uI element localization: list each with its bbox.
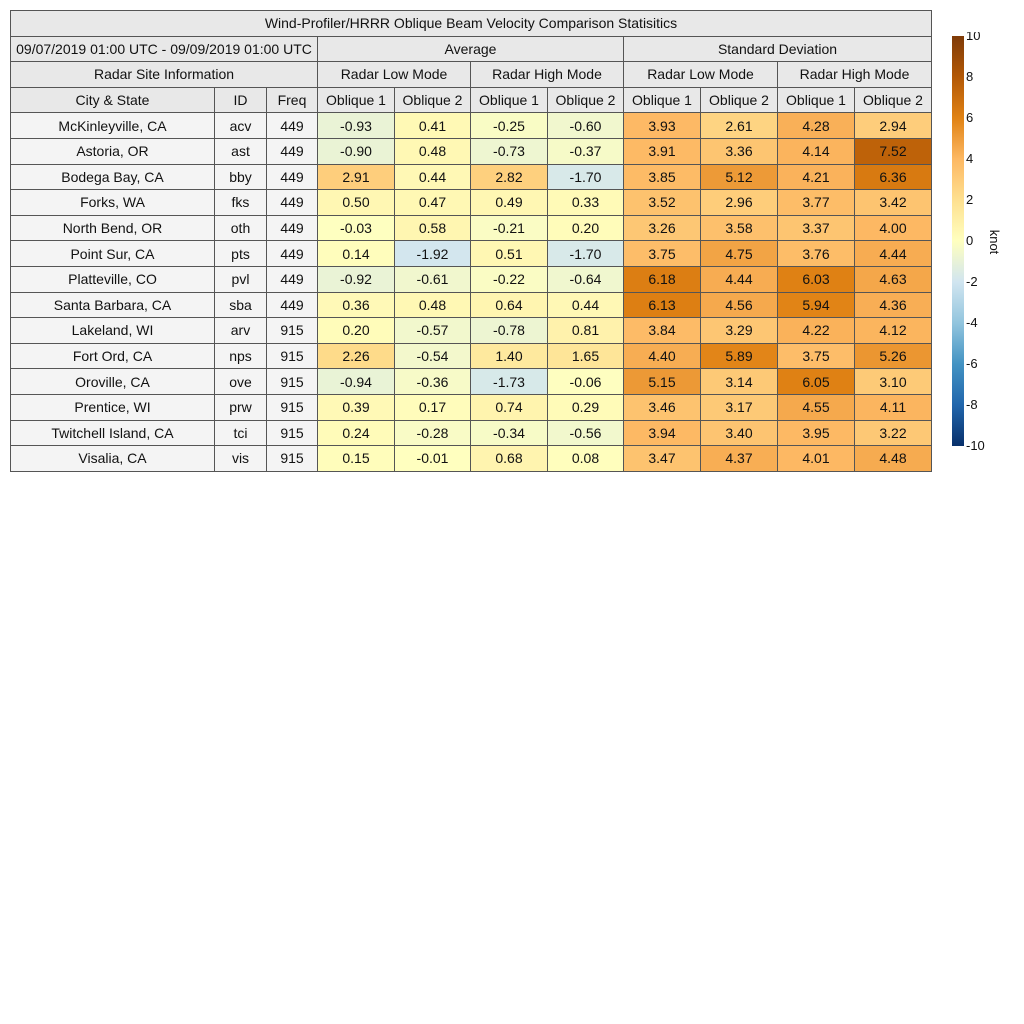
value-cell: 4.48	[855, 446, 932, 472]
value-cell: 3.26	[624, 215, 701, 241]
site-id-cell: vis	[215, 446, 267, 472]
value-cell: 0.50	[318, 190, 395, 216]
value-cell: -0.73	[471, 138, 548, 164]
value-cell: 3.36	[701, 138, 778, 164]
value-cell: 4.21	[778, 164, 855, 190]
value-cell: 4.44	[855, 241, 932, 267]
value-cell: -1.73	[471, 369, 548, 395]
col-header-id: ID	[215, 87, 267, 113]
table-row	[11, 241, 932, 267]
avg-high-mode-header: Radar High Mode	[471, 62, 624, 88]
colorbar-tick-label: -4	[966, 315, 978, 330]
site-id-cell: oth	[215, 215, 267, 241]
value-cell: 0.81	[548, 318, 624, 344]
colorbar-tick-label: -6	[966, 356, 978, 371]
site-name-cell: Oroville, CA	[11, 369, 215, 395]
site-id-cell: bby	[215, 164, 267, 190]
value-cell: 0.29	[548, 394, 624, 420]
site-name-cell: Visalia, CA	[11, 446, 215, 472]
colorbar-legend	[950, 32, 1024, 452]
value-cell: 0.68	[471, 446, 548, 472]
site-name-cell: Prentice, WI	[11, 394, 215, 420]
site-name-cell: Platteville, CO	[11, 266, 215, 292]
table-row	[11, 318, 932, 344]
site-id-cell: ast	[215, 138, 267, 164]
site-name-cell: Fort Ord, CA	[11, 343, 215, 369]
value-cell: -0.60	[548, 113, 624, 139]
col-header-std-low-oblique-2: Oblique 2	[701, 87, 778, 113]
value-cell: 4.55	[778, 394, 855, 420]
frequency-cell: 915	[267, 420, 318, 446]
std-high-mode-header: Radar High Mode	[778, 62, 932, 88]
value-cell: 7.52	[855, 138, 932, 164]
value-cell: -1.92	[395, 241, 471, 267]
frequency-cell: 449	[267, 266, 318, 292]
col-header-std-low-oblique-1: Oblique 1	[624, 87, 701, 113]
value-cell: -0.56	[548, 420, 624, 446]
value-cell: 4.11	[855, 394, 932, 420]
frequency-cell: 915	[267, 446, 318, 472]
frequency-cell: 449	[267, 292, 318, 318]
value-cell: -0.06	[548, 369, 624, 395]
value-cell: 4.01	[778, 446, 855, 472]
stats-table	[10, 10, 932, 472]
value-cell: 4.22	[778, 318, 855, 344]
site-name-cell: McKinleyville, CA	[11, 113, 215, 139]
value-cell: 0.33	[548, 190, 624, 216]
value-cell: 0.49	[471, 190, 548, 216]
col-header-city-state: City & State	[11, 87, 215, 113]
value-cell: -0.21	[471, 215, 548, 241]
value-cell: -0.25	[471, 113, 548, 139]
value-cell: 0.17	[395, 394, 471, 420]
col-header-std-high-oblique-1: Oblique 1	[778, 87, 855, 113]
site-name-cell: Astoria, OR	[11, 138, 215, 164]
site-id-cell: pts	[215, 241, 267, 267]
value-cell: -0.57	[395, 318, 471, 344]
average-group-header: Average	[318, 36, 624, 62]
col-header-avg-low-oblique-1: Oblique 1	[318, 87, 395, 113]
value-cell: 0.15	[318, 446, 395, 472]
site-id-cell: pvl	[215, 266, 267, 292]
value-cell: 0.74	[471, 394, 548, 420]
colorbar-tick-label: -8	[966, 397, 978, 412]
value-cell: 5.15	[624, 369, 701, 395]
value-cell: 2.26	[318, 343, 395, 369]
value-cell: 6.05	[778, 369, 855, 395]
value-cell: 3.17	[701, 394, 778, 420]
value-cell: 3.93	[624, 113, 701, 139]
col-header-std-high-oblique-2: Oblique 2	[855, 87, 932, 113]
value-cell: 6.13	[624, 292, 701, 318]
value-cell: 0.44	[395, 164, 471, 190]
value-cell: 4.37	[701, 446, 778, 472]
value-cell: -0.90	[318, 138, 395, 164]
value-cell: 2.94	[855, 113, 932, 139]
table-row	[11, 138, 932, 164]
value-cell: 0.44	[548, 292, 624, 318]
value-cell: -0.61	[395, 266, 471, 292]
value-cell: -0.94	[318, 369, 395, 395]
value-cell: 5.26	[855, 343, 932, 369]
site-id-cell: ove	[215, 369, 267, 395]
value-cell: 0.20	[548, 215, 624, 241]
value-cell: -0.01	[395, 446, 471, 472]
value-cell: 3.22	[855, 420, 932, 446]
col-header-avg-high-oblique-2: Oblique 2	[548, 87, 624, 113]
frequency-cell: 915	[267, 343, 318, 369]
frequency-cell: 449	[267, 241, 318, 267]
site-id-cell: arv	[215, 318, 267, 344]
value-cell: 3.14	[701, 369, 778, 395]
value-cell: 3.77	[778, 190, 855, 216]
value-cell: -0.36	[395, 369, 471, 395]
value-cell: 3.42	[855, 190, 932, 216]
frequency-cell: 449	[267, 138, 318, 164]
value-cell: 6.18	[624, 266, 701, 292]
time-period-cell: 09/07/2019 01:00 UTC - 09/09/2019 01:00 UTC	[11, 36, 318, 62]
value-cell: 0.48	[395, 138, 471, 164]
frequency-cell: 915	[267, 369, 318, 395]
colorbar-tick-label: 2	[966, 192, 974, 207]
value-cell: 3.75	[624, 241, 701, 267]
frequency-cell: 915	[267, 394, 318, 420]
table-title: Wind-Profiler/HRRR Oblique Beam Velocity Comparison Statisitics	[11, 11, 932, 37]
value-cell: -0.93	[318, 113, 395, 139]
site-name-cell: North Bend, OR	[11, 215, 215, 241]
colorbar-tick-label: 8	[966, 69, 974, 84]
value-cell: 3.84	[624, 318, 701, 344]
value-cell: 3.75	[778, 343, 855, 369]
table-row	[11, 292, 932, 318]
table-row	[11, 420, 932, 446]
value-cell: 2.91	[318, 164, 395, 190]
table-row	[11, 215, 932, 241]
value-cell: 4.44	[701, 266, 778, 292]
value-cell: 0.39	[318, 394, 395, 420]
value-cell: 4.56	[701, 292, 778, 318]
table-row	[11, 394, 932, 420]
value-cell: 3.91	[624, 138, 701, 164]
value-cell: 0.51	[471, 241, 548, 267]
value-cell: 3.94	[624, 420, 701, 446]
value-cell: 0.41	[395, 113, 471, 139]
site-name-cell: Twitchell Island, CA	[11, 420, 215, 446]
colorbar-unit-label: knot	[987, 229, 1002, 255]
value-cell: 3.52	[624, 190, 701, 216]
value-cell: 0.36	[318, 292, 395, 318]
value-cell: 4.63	[855, 266, 932, 292]
value-cell: 1.40	[471, 343, 548, 369]
colorbar-tick-label: 0	[966, 233, 974, 248]
value-cell: -0.78	[471, 318, 548, 344]
value-cell: 1.65	[548, 343, 624, 369]
colorbar-gradient	[952, 36, 964, 446]
table-row	[11, 343, 932, 369]
col-header-freq: Freq	[267, 87, 318, 113]
site-id-cell: tci	[215, 420, 267, 446]
site-id-cell: sba	[215, 292, 267, 318]
col-header-avg-low-oblique-2: Oblique 2	[395, 87, 471, 113]
colorbar-tick-label: 4	[966, 151, 974, 166]
value-cell: 3.58	[701, 215, 778, 241]
frequency-cell: 449	[267, 164, 318, 190]
value-cell: 4.14	[778, 138, 855, 164]
value-cell: 5.12	[701, 164, 778, 190]
value-cell: 3.37	[778, 215, 855, 241]
value-cell: 0.58	[395, 215, 471, 241]
table-row	[11, 190, 932, 216]
table-row	[11, 113, 932, 139]
site-name-cell: Santa Barbara, CA	[11, 292, 215, 318]
value-cell: -0.03	[318, 215, 395, 241]
value-cell: -0.34	[471, 420, 548, 446]
std-dev-group-header: Standard Deviation	[624, 36, 932, 62]
value-cell: -0.92	[318, 266, 395, 292]
value-cell: 5.94	[778, 292, 855, 318]
avg-low-mode-header: Radar Low Mode	[318, 62, 471, 88]
frequency-cell: 449	[267, 113, 318, 139]
value-cell: -0.64	[548, 266, 624, 292]
value-cell: 0.14	[318, 241, 395, 267]
value-cell: -0.54	[395, 343, 471, 369]
value-cell: -0.37	[548, 138, 624, 164]
value-cell: 3.46	[624, 394, 701, 420]
site-name-cell: Forks, WA	[11, 190, 215, 216]
value-cell: 0.24	[318, 420, 395, 446]
site-id-cell: nps	[215, 343, 267, 369]
site-name-cell: Point Sur, CA	[11, 241, 215, 267]
value-cell: 2.61	[701, 113, 778, 139]
value-cell: 4.28	[778, 113, 855, 139]
colorbar-tick-label: 6	[966, 110, 974, 125]
site-id-cell: prw	[215, 394, 267, 420]
value-cell: -1.70	[548, 241, 624, 267]
table-row	[11, 164, 932, 190]
value-cell: 0.47	[395, 190, 471, 216]
col-header-avg-high-oblique-1: Oblique 1	[471, 87, 548, 113]
table-row	[11, 369, 932, 395]
value-cell: 3.85	[624, 164, 701, 190]
value-cell: 3.76	[778, 241, 855, 267]
value-cell: 4.36	[855, 292, 932, 318]
value-cell: 4.00	[855, 215, 932, 241]
site-id-cell: acv	[215, 113, 267, 139]
value-cell: 0.08	[548, 446, 624, 472]
site-name-cell: Lakeland, WI	[11, 318, 215, 344]
value-cell: 6.03	[778, 266, 855, 292]
value-cell: 6.36	[855, 164, 932, 190]
value-cell: 0.64	[471, 292, 548, 318]
table-row	[11, 446, 932, 472]
value-cell: 0.48	[395, 292, 471, 318]
value-cell: 3.47	[624, 446, 701, 472]
site-info-header: Radar Site Information	[11, 62, 318, 88]
site-name-cell: Bodega Bay, CA	[11, 164, 215, 190]
colorbar-tick-label: -10	[966, 438, 985, 452]
frequency-cell: 449	[267, 215, 318, 241]
value-cell: 5.89	[701, 343, 778, 369]
table-row	[11, 266, 932, 292]
value-cell: -1.70	[548, 164, 624, 190]
std-low-mode-header: Radar Low Mode	[624, 62, 778, 88]
value-cell: -0.28	[395, 420, 471, 446]
value-cell: 4.40	[624, 343, 701, 369]
colorbar-tick-label: -2	[966, 274, 978, 289]
frequency-cell: 915	[267, 318, 318, 344]
frequency-cell: 449	[267, 190, 318, 216]
value-cell: 0.20	[318, 318, 395, 344]
value-cell: 3.40	[701, 420, 778, 446]
colorbar-tick-label: 10	[966, 32, 981, 43]
value-cell: -0.22	[471, 266, 548, 292]
value-cell: 4.75	[701, 241, 778, 267]
value-cell: 2.82	[471, 164, 548, 190]
value-cell: 2.96	[701, 190, 778, 216]
value-cell: 4.12	[855, 318, 932, 344]
site-id-cell: fks	[215, 190, 267, 216]
value-cell: 3.95	[778, 420, 855, 446]
value-cell: 3.29	[701, 318, 778, 344]
value-cell: 3.10	[855, 369, 932, 395]
